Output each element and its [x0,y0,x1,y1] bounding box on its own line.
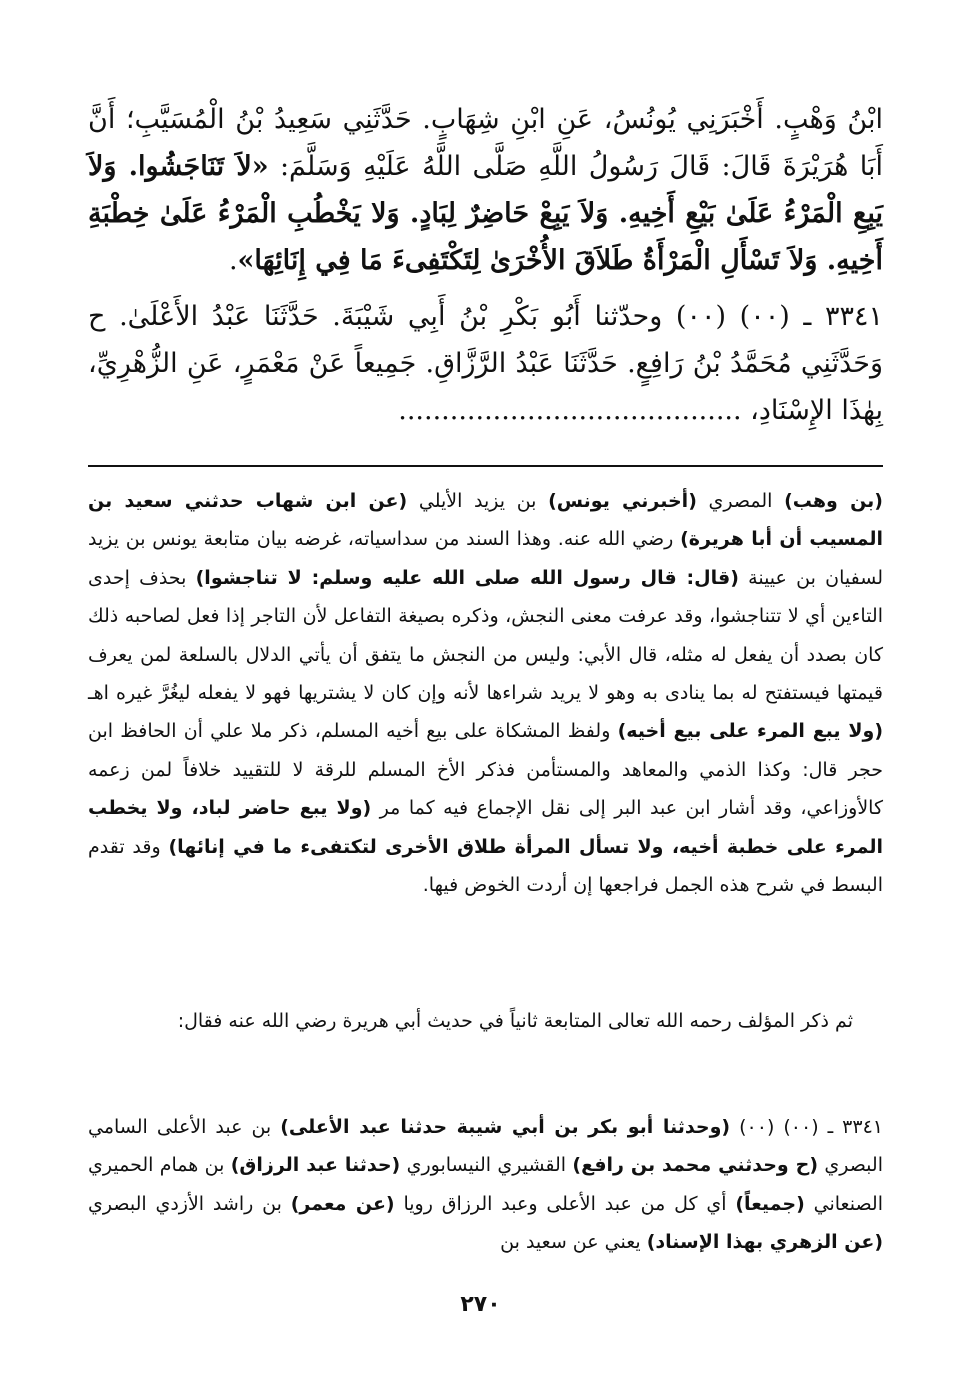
commentary-text: أي كل من عبد الأعلى وعبد الرزاق رويا [394,1192,736,1215]
commentary-text: المصري [696,490,785,512]
hadith-text-3341 [88,293,883,434]
commentary-text: بن يزيد الأيلي [407,490,549,512]
hadith-isnad: ابْنُ وَهْبٍ. أَخْبَرَنِي يُونُسُ، عَنِ ابْنِ شِهَابٍ. حَدَّثَنِي سَعِيدُ بْنُ الْمُسَيَّبِ؛ أَنَّ أَبَا هُرَيْرَةَ قَالَ: قَالَ رَسُولُ اللَّهِ صَلَّى اللَّهُ عَلَيْهِ وَسَلَّمَ: [88,104,883,182]
commentary-paragraph [88,482,883,904]
commentary-text: بن عبد الأعلى السامي البصري [88,1116,883,1177]
footnote-divider [88,465,883,467]
quoted-phrase: (عن الزهري بهذا الإسناد) [646,1231,883,1254]
commentary-block-3 [88,1108,883,1262]
commentary-text: القشيري النيسابوري [400,1154,573,1177]
commentary-paragraph: ثم ذكر المؤلف رحمه الله تعالى المتابعة ثانياً في حديث أبي هريرة رضي الله عنه فقال: [177,1010,853,1032]
page-number: ٢٧٠ [460,1292,501,1317]
quoted-phrase: (بن وهب) [784,490,883,512]
hadith-number: ٣٣٤١ ـ (٠٠) (٠٠) [662,301,884,332]
quoted-phrase: (ولا يبع المرء على بيع أخيه) [617,720,884,743]
quoted-phrase: (جميعاً) [735,1192,805,1215]
quoted-phrase: (ح وحدثني محمد بن رافع) [572,1154,819,1177]
quoted-phrase: (أخبرني يونس) [548,490,697,512]
quoted-phrase: (وحدثنا أبو بكر بن أبي شيبة حدثنا عبد الأعلى) [280,1116,731,1138]
hadith-end-punct: . [228,245,238,276]
hadith-number: ٣٣٤١ ـ (٠٠) (٠٠) [730,1116,883,1138]
commentary-text: رضي الله عنه. وهذا السند من سداسياته، غرضه بيان متابعة يونس بن يزيد لسفيان بن عيينة [88,528,883,589]
commentary-text: ولفظ المشكاة على بيع أخيه المسلم، ذكر ملا علي أن الحافظ ابن حجر قال: وكذا الذمي والمعاهد والمستأمن فذكر الأخ المسلم للرقة لا للتقييد خلافاً لمن زعمه كالأوزاعي، وقد أشار ابن عبد البر إلى نقل الإجماع فيه كما مر [88,720,883,820]
commentary-text: بحذف إحدى التاءين أي لا تتناجشوا، وقد عرفت معنى النجش، وذكره بصيغة التفاعل لأن التاجر إذا فعل لصاحبه ذلك كان بصدد أن يفعل له مثله، قال الأبي: وليس من النجش ما يتفق أن يأتي الدلال بالسلعة لمن يعرف قيمتها فيستفتح له بما ينادى به وهو لا يريد شراءها لأنه وإن كان لا يشتريها فهو لا يفعله ليغُرَّ غيره اهـ [88,566,883,705]
commentary-block-2 [88,1002,883,1040]
hadith-isnad: وحدّثنا أَبُو بَكْرِ بْنُ أَبِي شَيْبَةَ. حَدَّثَنَا عَبْدُ الأَعْلَىٰ. ح وَحَدَّثَنِي مُحَمَّدُ بْنُ رَافِعٍ. حَدَّثَنَا عَبْدُ الرَّزَّاقِ. جَمِيعاً عَنْ مَعْمَرٍ، عَنِ الزُّهْرِيِّ، بِهٰذَا الإِسْنَادِ، ........................................ [88,301,883,426]
quoted-phrase: (عن ابن شهاب حدثني سعيد بن المسيب أن أبا هريرة) [88,490,883,551]
commentary-text: يعني عن سعيد بن [500,1231,647,1254]
quoted-phrase: (قال: قال رسول الله صلى الله عليه وسلم: لا تناجشوا) [195,566,739,589]
commentary-block-1 [88,482,883,904]
hadith-matn-quote: «لاَ تَنَاجَشُوا. وَلاَ يَبِعِ الْمَرْءُ عَلَىٰ بَيْعِ أَخِيهِ. وَلاَ يَبِعْ حَاضِرٌ لِبَادٍ. وَلا يَخْطُبِ الْمَرْءُ عَلَىٰ خِطْبَةِ أَخِيهِ. وَلاَ تَسْأَلِ الْمَرْأَةُ طَلاَقَ الأُخْرَىٰ لِتَكْتَفِىءَ مَا فِي إِنَائِهَا» [88,151,883,276]
quoted-phrase: (ولا يبع حاضر لباد، ولا يخطب المرء على خطبة أخيه، ولا تسأل المرأة طلاق الأخرى لتكتفىء ما في إنائها) [88,797,883,858]
hadith-paragraph [88,293,883,434]
commentary-paragraph [88,1108,883,1262]
hadith-paragraph [88,96,883,284]
commentary-text: وقد تقدم البسط في شرح هذه الجمل فراجعها إن أردت الخوض فيها. [88,835,883,897]
quoted-phrase: (عن معمر) [290,1192,395,1215]
commentary-text: بن همام الحميري الصنعاني [88,1154,883,1215]
commentary-text: بن راشد الأزدي البصري [88,1192,291,1215]
quoted-phrase: (حدثنا عبد الرزاق) [230,1154,401,1177]
hadith-text-3340-end [88,96,883,284]
